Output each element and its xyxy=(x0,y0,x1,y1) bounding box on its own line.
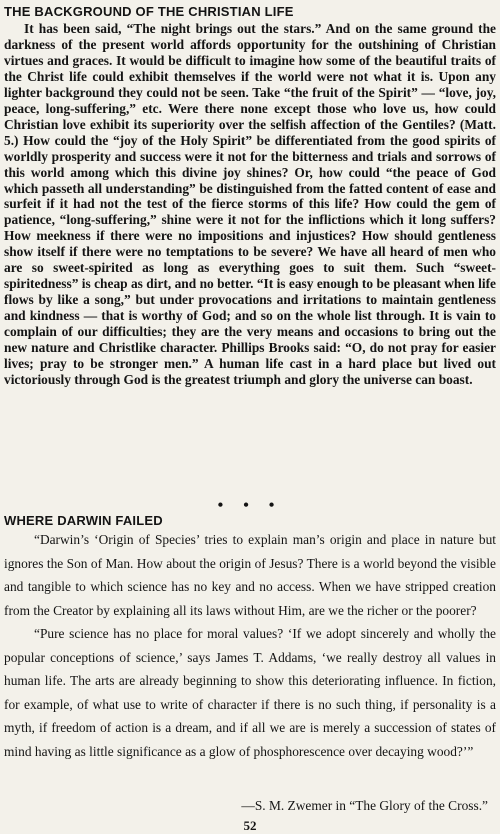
page-number: 52 xyxy=(243,818,257,833)
section-body-background xyxy=(4,21,496,388)
section-body-darwin xyxy=(4,528,496,763)
paragraph: It has been said, “The night brings out the stars.” And on the same ground the darkness of the present world affords opportunity for the outshining of Christian virtues and graces. It would be difficult to imagine how some of the beautiful traits of the Christ life could exhibit themselves if the world were not what it is. Upon any lighter background they could not be seen. Take “the fruit of the Spirit” — “love, joy, peace, long-suffering,” etc. Were there none except those who love us, how could Christian love exhibit its superiority over the selfish affection of the Gentiles? (Matt. 5.) How could the “joy of the Holy Spirit” be differentiated from the good spirits of worldly prosperity and success were it not for the bitterness and trials and sorrows of this world among which this divine joy shines? Or, how could “the peace of God which passeth all understanding” be distinguished from the fatted content of ease and surfeit if it had not the test of the fierce storms of this life? How could the gem of patience, “long-suffering,” shine were it not for the inflictions which it long suffers? How meekness if there were no impositions and injustices? How should gentleness show itself if there were no temptations to be severe? We have all heard of men who are so sweet-spirited as long as everything goes to suit them. Such “sweet-spiritedness” is cheap as dirt, and no better. “It is easy enough to be pleasant when life flows by like a song,” but under provocations and irritations to maintain gentleness and kindness — that is worthy of God; and so on the whole list through. It is vain to complain of our difficulties; they are the very means and occasions to bring out the new nature and Christlike character. Phillips Brooks said: “O, do not pray for easier lives; pray to be stronger men.” A human life cast in a hard place but lived out victoriously through God is the greatest triumph and glory the universe can boast. xyxy=(4,21,496,387)
section-separator: • • • xyxy=(217,497,283,514)
attribution: —S. M. Zwemer in “The Glory of the Cross.” xyxy=(241,798,488,813)
paragraph: “Darwin’s ‘Origin of Species’ tries to explain man’s origin and place in nature but ignores the Son of Man. How about the origin of Jesus? There is a world beyond the visible and tangible to which science has no key and no access. When we have stripped creation from the Creator by explaining all its laws without Him, are we the richer or the poorer? xyxy=(4,532,496,618)
section-heading-background: THE BACKGROUND OF THE CHRISTIAN LIFE xyxy=(4,4,294,19)
paragraph: “Pure science has no place for moral values? ‘If we adopt sincerely and wholly the popular conceptions of science,’ says James T. Addams, ‘we really destroy all values in human life. The arts are already beginning to show this deteriorating influence. In fiction, for example, of what use to write of character if there is no such thing, if personality is a myth, if freedom of action is a dream, and if all we are is merely a succession of states of mind having as little significance as a glow of phosphorescence over decaying wood?’” xyxy=(4,626,496,759)
section-heading-darwin: WHERE DARWIN FAILED xyxy=(4,513,163,528)
